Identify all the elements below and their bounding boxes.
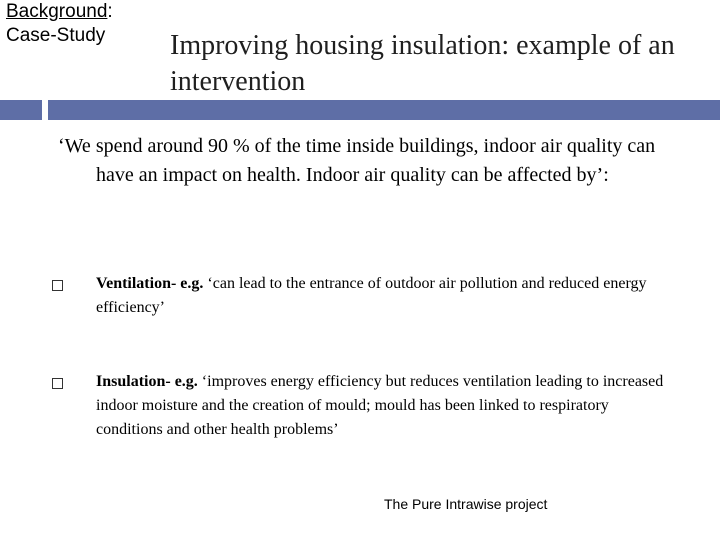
bullet-text <box>96 370 672 442</box>
background-colon: : <box>107 1 113 22</box>
bullet-insulation <box>52 370 672 442</box>
bullet-body: ‘improves energy efficiency but reduces ventilation leading to increased indoor moisture and the creation of mould; mould has been linked to respiratory conditions and other health problems’ <box>96 373 664 438</box>
bullet-body: ‘can lead to the entrance of outdoor air pollution and reduced energy efficiency’ <box>96 275 647 316</box>
square-bullet-icon <box>52 280 63 291</box>
bullet-ventilation <box>52 272 672 320</box>
intro-paragraph <box>58 132 688 190</box>
accent-bar <box>48 100 720 120</box>
bullet-text <box>96 272 672 320</box>
intro-text: ‘We spend around 90 % of the time inside buildings, indoor air quality can have an impact on health. Indoor air quality can be affected by’: <box>58 135 656 186</box>
bullet-lead: Ventilation- e.g. <box>96 275 204 292</box>
accent-block <box>0 100 42 120</box>
case-study-label: Case-Study <box>6 25 106 46</box>
square-bullet-icon <box>52 378 63 389</box>
background-label: Background <box>6 1 108 22</box>
bullet-lead: Insulation- e.g. <box>96 373 198 390</box>
slide-title: Improving housing insulation: example of an intervention <box>170 30 675 97</box>
footer-source: The Pure Intrawise project <box>384 496 548 512</box>
section-label <box>6 0 113 48</box>
